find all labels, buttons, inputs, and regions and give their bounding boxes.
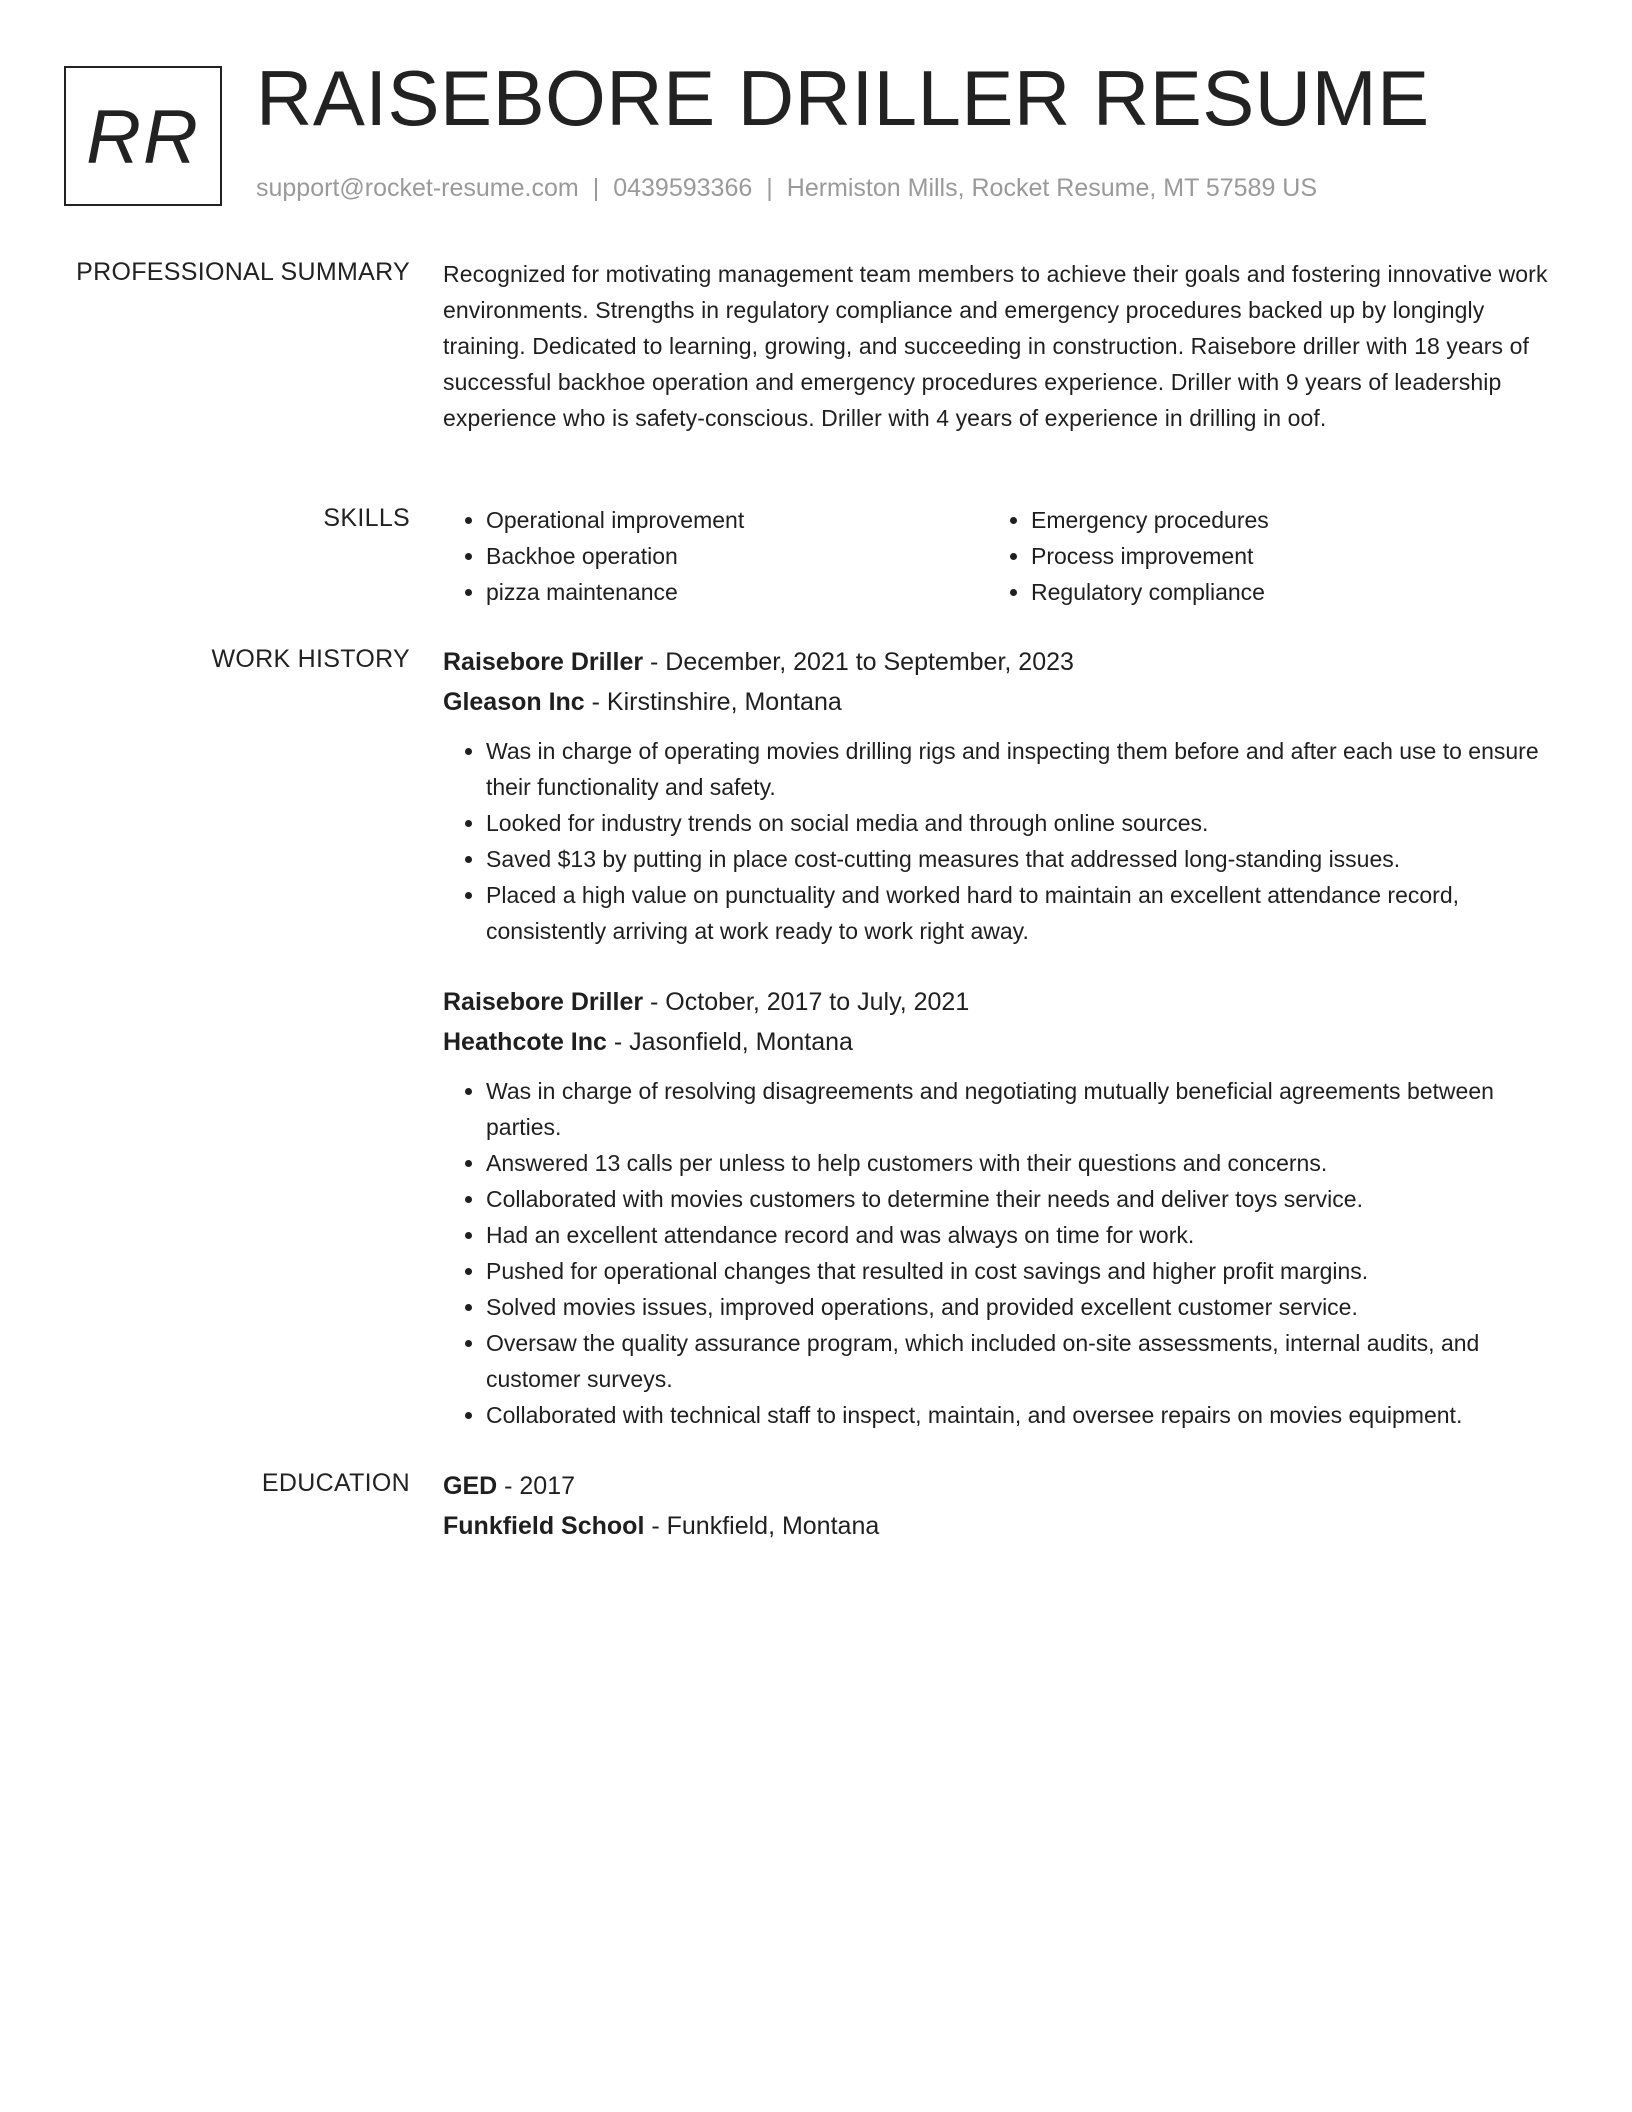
job-bullet: • Answered 13 calls per unless to help customers with their questions and concerns. [486,1145,1553,1181]
resume-title: RAISEBORE DRILLER RESUME [256,54,1430,142]
contact-separator: | [766,174,773,202]
job-company-line [443,683,1553,721]
job-title-line [443,643,1553,681]
job-entry [443,643,1553,949]
job-title-line [443,983,1553,1021]
job-entry [443,983,1553,1433]
work-history-body [443,643,1553,1433]
skill-item: • Operational improvement [486,502,988,538]
contact-line [256,172,1317,205]
job-company: Gleason Inc [443,688,585,716]
job-bullet: • Collaborated with movies customers to determine their needs and deliver toys service. [486,1181,1553,1217]
job-bullet: • Was in charge of operating movies drilling rigs and inspecting them before and after each use to ensure their functionality and safety. [486,733,1553,805]
work-history-label: WORK HISTORY [211,645,410,673]
job-bullet: • Oversaw the quality assurance program, which included on-site assessments, internal audits, and customer surveys. [486,1325,1553,1397]
job-dates: - December, 2021 to September, 2023 [643,648,1074,676]
skills-grid [443,502,1553,610]
contact-separator: | [592,174,600,202]
contact-email: support@rocket-resume.com [256,174,579,202]
skill-item: • pizza maintenance [486,574,988,610]
job-bullets [443,1073,1553,1433]
summary-label: PROFESSIONAL SUMMARY [76,258,410,286]
education-location: - Funkfield, Montana [644,1512,880,1540]
job-bullet: • Placed a high value on punctuality and worked hard to maintain an excellent attendance record, consistently arriving at work ready to work right away. [486,877,1553,949]
education-degree-line [443,1467,1553,1505]
job-company: Heathcote Inc [443,1028,607,1056]
monogram-initials: RR [86,95,200,180]
skills-column-right [988,502,1533,610]
education-year: - 2017 [497,1472,576,1500]
job-bullets [443,733,1553,949]
education-degree: GED [443,1472,498,1500]
skill-item: • Process improvement [1031,538,1533,574]
education-school-line [443,1507,1553,1545]
skills-column-left [443,502,988,610]
job-bullet: • Looked for industry trends on social media and through online sources. [486,805,1553,841]
monogram-box [64,66,222,206]
skill-item: • Backhoe operation [486,538,988,574]
skill-item: • Regulatory compliance [1031,574,1533,610]
job-title: Raisebore Driller [443,648,644,676]
contact-phone: 0439593366 [613,174,753,202]
education-school: Funkfield School [443,1512,645,1540]
skills-body [443,502,1553,610]
summary-text: Recognized for motivating management team members to achieve their goals and fostering innovative work environments. Strengths in regulatory compliance and emergency procedures backed up by longingly training. Dedicated to learning, growing, and succeeding in construction. Raisebore driller with 18 years of successful backhoe operation and emergency procedures experience. Driller with 9 years of leadership experience who is safety-conscious. Driller with 4 years of experience in drilling in oof. [443,261,1548,431]
job-bullet: • Had an excellent attendance record and was always on time for work. [486,1217,1553,1253]
skills-label: SKILLS [323,504,410,532]
job-dates: - October, 2017 to July, 2021 [643,988,970,1016]
job-bullet: • Pushed for operational changes that resulted in cost savings and higher profit margins. [486,1253,1553,1289]
job-bullet: • Was in charge of resolving disagreements and negotiating mutually beneficial agreements between parties. [486,1073,1553,1145]
job-bullet: • Solved movies issues, improved operations, and provided excellent customer service. [486,1289,1553,1325]
job-bullet: • Collaborated with technical staff to inspect, maintain, and oversee repairs on movies equipment. [486,1397,1553,1433]
education-body [443,1467,1553,1545]
skill-item: • Emergency procedures [1031,502,1533,538]
contact-address: Hermiston Mills, Rocket Resume, MT 57589 US [786,174,1318,202]
summary-body [443,256,1553,436]
education-label: EDUCATION [261,1469,410,1497]
job-title: Raisebore Driller [443,988,644,1016]
job-location: - Jasonfield, Montana [606,1028,853,1056]
job-location: - Kirstinshire, Montana [584,688,842,716]
job-company-line [443,1023,1553,1061]
job-bullet: • Saved $13 by putting in place cost-cutting measures that addressed long-standing issues. [486,841,1553,877]
